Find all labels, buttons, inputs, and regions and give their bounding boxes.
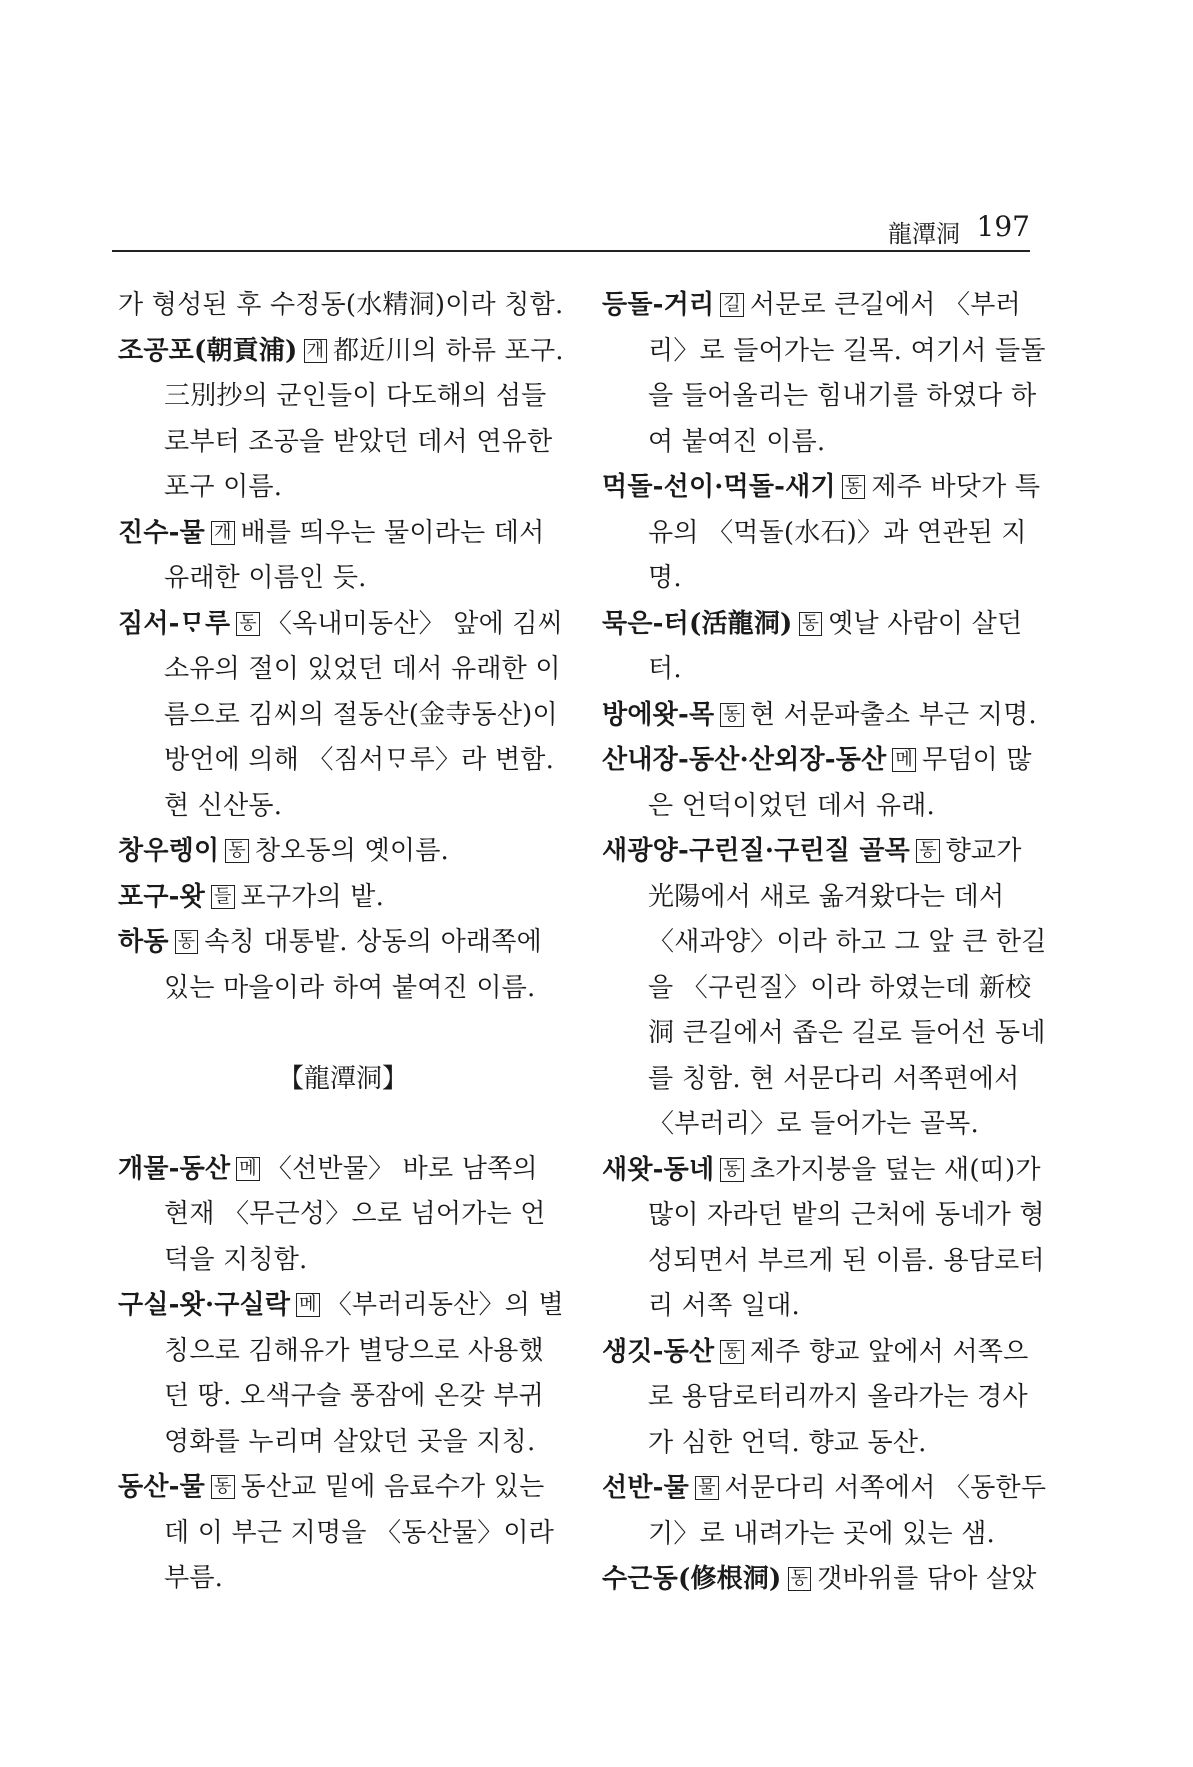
entry: 수근동(修根洞) 동 갯바위를 닦아 살았	[602, 1564, 1037, 1594]
entry: 새광양-구린질·구린질 골목 동 향교가 光陽에서 새로 옮겨왔다는 데서 〈새과양〉이라 하고 그 앞 큰 한길을 〈구린질〉이라 하였는데 新校洞 큰길에서 좁은 길로 들어선 동네를 칭함. 현 서문다리 서쪽편에서 〈부러리〉로 들어가는 골목.	[602, 836, 1047, 1139]
entry: 선반-물 물 서문다리 서쪽에서 〈동한두기〉로 내려가는 곳에 있는 샘.	[602, 1473, 1047, 1549]
entry: 방에왓-목 동 현 서문파출소 부근 지명.	[602, 699, 1037, 730]
entry: 진수-물 개 배를 띄우는 물이라는 데서 유래한 이름인 듯.	[118, 517, 545, 593]
entry: 등돌-거리 길 서문로 큰길에서 〈부러리〉로 들어가는 길목. 여기서 들돌을 들어올리는 힘내기를 하였다 하여 붙여진 이름.	[602, 290, 1046, 457]
entry-continuation: 가 형성된 후 수정동(水精洞)이라 칭함.	[118, 290, 564, 320]
entry: 짐서-ᄆᆞ루 동 〈옥내미동산〉 앞에 김씨 소유의 절이 있었던 데서 유래한 이름으로 김씨의 절동산(金寺동산)이 방언에 의해 〈짐서ᄆᆞ루〉라 변함. 현 신산동.	[118, 608, 564, 821]
entry: 포구-왓 들 포구가의 밭.	[118, 881, 385, 912]
page-header	[112, 210, 1030, 252]
entry: 생깃-동산 동 제주 향교 앞에서 서쪽으로 용담로터리까지 올라가는 경사가 심한 언덕. 향교 동산.	[602, 1336, 1029, 1458]
entry: 산내장-동산·산외장-동산 메 무덤이 많은 언덕이었던 데서 유래.	[602, 745, 1032, 821]
running-title: 龍潭洞	[888, 220, 960, 248]
entry: 먹돌-선이·먹돌-새기 동 제주 바닷가 특유의 〈먹돌(水石)〉과 연관된 지명.	[602, 472, 1041, 593]
entry: 하동 동 속칭 대통밭. 상동의 아래쪽에 있는 마을이라 하여 붙여진 이름.	[118, 927, 542, 1003]
entry: 구실-왓·구실락 메 〈부러리동산〉의 별칭으로 김해유가 별당으로 사용했던 땅. 오색구슬 풍잠에 온갖 부귀영화를 누리며 살았던 곳을 지칭.	[118, 1290, 564, 1457]
page-number: 197	[976, 210, 1030, 243]
entry: 새왓-동네 동 초가지붕을 덮는 새(띠)가 많이 자라던 밭의 근처에 동네가 형성되면서 부르게 된 이름. 용담로터리 서쪽 일대.	[602, 1154, 1045, 1321]
left-column	[118, 283, 568, 1602]
entry: 조공포(朝貢浦) 개 都近川의 하류 포구. 三別抄의 군인들이 다도해의 섬들로부터 조공을 받았던 데서 연유한 포구 이름.	[118, 335, 564, 502]
entry: 창우렝이 동 창오동의 옛이름.	[118, 836, 450, 866]
entry: 동산-물 동 동산교 밑에 음료수가 있는데 이 부근 지명을 〈동산물〉이라 부름.	[118, 1472, 555, 1593]
entry: 묵은-터(活龍洞) 동 옛날 사람이 살던 터.	[602, 608, 1023, 684]
right-column	[602, 283, 1052, 1603]
section-heading: 【龍潭洞】	[277, 1064, 408, 1094]
entry: 개물-동산 메 〈선반물〉 바로 남쪽의 현재 〈무근성〉으로 넘어가는 언덕을 지칭함.	[118, 1153, 546, 1275]
